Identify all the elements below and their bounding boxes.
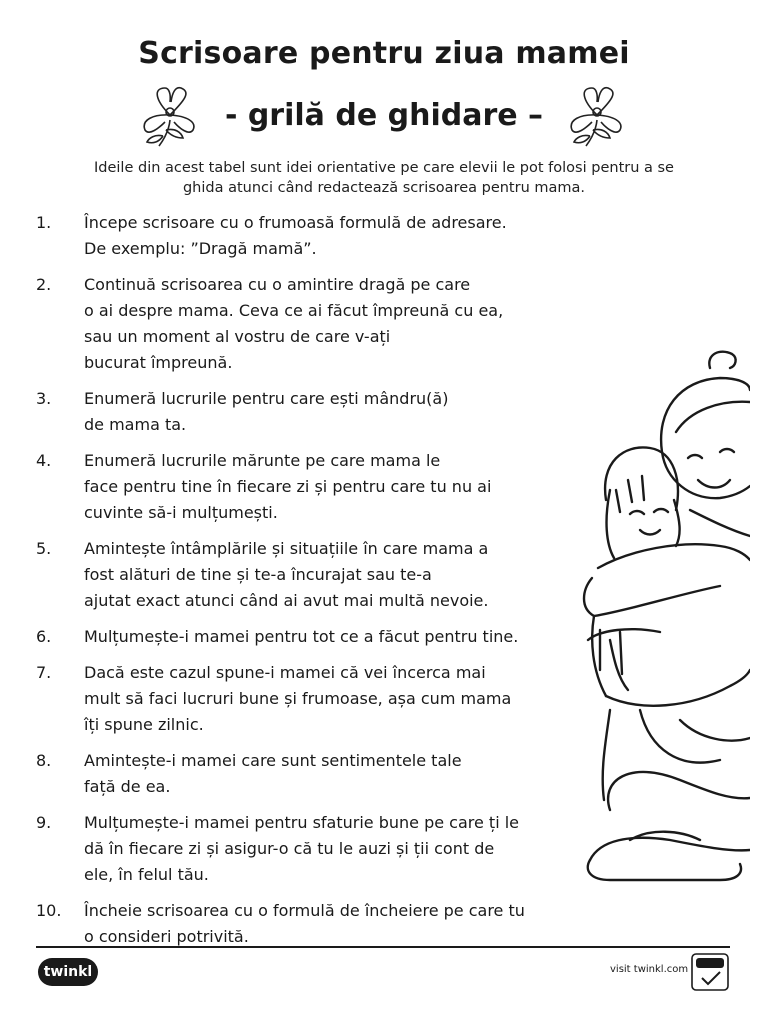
item-number: 2. bbox=[36, 275, 52, 294]
item-line: Continuă scrisoarea cu o amintire dragă pe care bbox=[84, 275, 471, 294]
item-number: 4. bbox=[36, 451, 52, 470]
item-line: cuvinte să-i mulțumești. bbox=[84, 503, 278, 522]
item-line: Amintește întâmplările și situațiile în care mama a bbox=[84, 539, 489, 558]
item-text bbox=[84, 660, 596, 738]
item-text bbox=[84, 810, 596, 888]
item-text bbox=[84, 624, 596, 650]
quality-badge-icon bbox=[690, 952, 730, 992]
item-text bbox=[84, 210, 596, 262]
item-number: 7. bbox=[36, 663, 52, 682]
list-item bbox=[36, 210, 596, 262]
item-line: mult să faci lucruri bune și frumoase, așa cum mama bbox=[84, 689, 512, 708]
item-line: îți spune zilnic. bbox=[84, 715, 204, 734]
item-line: Mulțumește-i mamei pentru sfaturie bune pe care ți le bbox=[84, 813, 520, 832]
item-line: fost alături de tine și te-a încurajat sau te-a bbox=[84, 565, 432, 584]
list-item bbox=[36, 624, 596, 650]
item-line: De exemplu: ”Dragă mamă”. bbox=[84, 239, 317, 258]
item-line: o consideri potrivită. bbox=[84, 927, 249, 946]
item-text bbox=[84, 272, 596, 376]
item-text bbox=[84, 386, 596, 438]
item-text bbox=[84, 536, 596, 614]
item-line: Încheie scrisoarea cu o formulă de încheiere pe care tu bbox=[84, 901, 525, 920]
item-text bbox=[84, 748, 596, 800]
intro-line: ghida atunci când redactează scrisoarea pentru mama. bbox=[182, 180, 586, 196]
page-title: Scrisoare pentru ziua mamei bbox=[138, 36, 630, 71]
item-line: ajutat exact atunci când ai avut mai multă nevoie. bbox=[84, 591, 489, 610]
intro-line: Ideile din acest tabel sunt idei orientative pe care elevii le pot folosi pentru a se bbox=[94, 160, 674, 176]
twinkl-logo: twinkl bbox=[38, 958, 98, 986]
item-line: Mulțumește-i mamei pentru tot ce a făcut pentru tine. bbox=[84, 627, 519, 646]
item-line: dă în fiecare zi și asigur-o că tu le auzi și ții cont de bbox=[84, 839, 495, 858]
item-line: Începe scrisoare cu o frumoasă formulă de adresare. bbox=[84, 213, 507, 232]
item-number: 9. bbox=[36, 813, 52, 832]
item-number: 6. bbox=[36, 627, 52, 646]
item-line: o ai despre mama. Ceva ce ai făcut împreună cu ea, bbox=[84, 301, 504, 320]
item-text bbox=[84, 898, 596, 950]
footer-divider bbox=[36, 946, 730, 948]
item-number: 10. bbox=[36, 901, 62, 920]
item-line: Amintește-i mamei care sunt sentimentele tale bbox=[84, 751, 462, 770]
intro-text bbox=[40, 158, 728, 198]
item-number: 3. bbox=[36, 389, 52, 408]
item-number: 5. bbox=[36, 539, 52, 558]
list-item bbox=[36, 272, 596, 376]
item-line: față de ea. bbox=[84, 777, 171, 796]
item-line: de mama ta. bbox=[84, 415, 187, 434]
item-number: 1. bbox=[36, 213, 52, 232]
item-line: ele, în felul tău. bbox=[84, 865, 209, 884]
guidance-list bbox=[36, 210, 596, 960]
list-item bbox=[36, 386, 596, 438]
page-subtitle: - grilă de ghidare – bbox=[224, 98, 544, 133]
mother-hugging-child-illustration bbox=[570, 340, 750, 900]
item-number: 8. bbox=[36, 751, 52, 770]
item-line: face pentru tine în fiecare zi și pentru care tu nu ai bbox=[84, 477, 492, 496]
list-item bbox=[36, 748, 596, 800]
list-item bbox=[36, 536, 596, 614]
item-line: Dacă este cazul spune-i mamei că vei încerca mai bbox=[84, 663, 486, 682]
list-item bbox=[36, 660, 596, 738]
item-text bbox=[84, 448, 596, 526]
visit-link[interactable]: visit twinkl.com bbox=[610, 964, 689, 975]
item-line: sau un moment al vostru de care v-ați bbox=[84, 327, 391, 346]
list-item bbox=[36, 448, 596, 526]
item-line: Enumeră lucrurile pentru care ești mândru(ă) bbox=[84, 389, 449, 408]
list-item bbox=[36, 898, 596, 950]
item-line: Enumeră lucrurile mărunte pe care mama le bbox=[84, 451, 441, 470]
list-item bbox=[36, 810, 596, 888]
item-line: bucurat împreună. bbox=[84, 353, 233, 372]
